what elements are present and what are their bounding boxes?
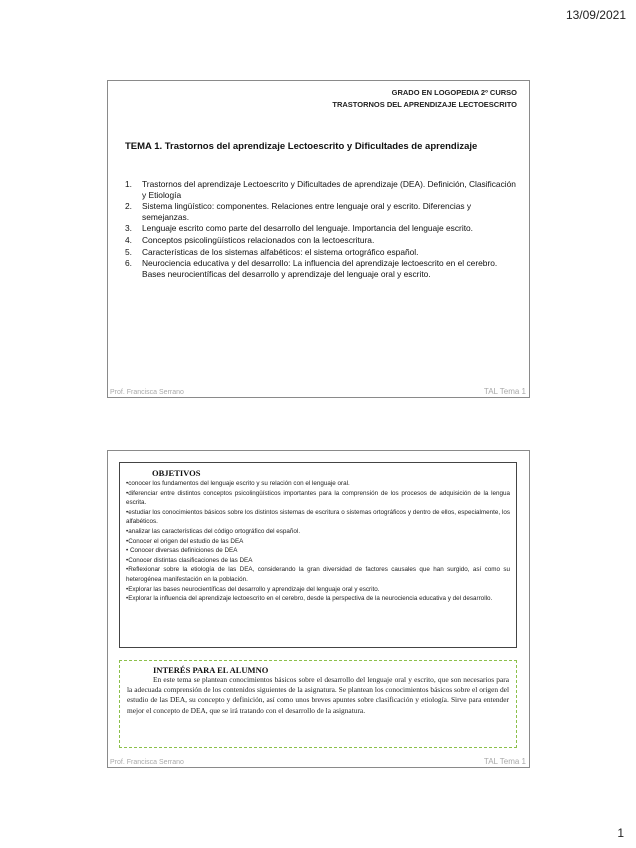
topic-item (125, 247, 520, 258)
topic-number: 1. (125, 179, 132, 189)
topic-item (125, 258, 520, 279)
objective-item: •Explorar la influencia del aprendizaje lectoescrito en el cerebro, desde la perspectiva de la neurociencia educativa y del desarrollo. (126, 595, 493, 603)
slide-1-label: TAL Tema 1 (483, 387, 526, 396)
topic-text: Sistema lingüístico: componentes. Relaciones entre lenguaje oral y escrito. Diferencias y semejanzas. (142, 201, 472, 222)
topic-text: Neurociencia educativa y del desarrollo: La influencia del aprendizaje lectoescrito en el cerebro. Bases neurocientíficas del desarrollo y aprendizaje del lenguaje oral y escrito. (142, 258, 498, 279)
objectives-title: OBJETIVOS (152, 468, 201, 478)
objective-item: •Explorar las bases neurocientíficas del desarrollo y aprendizaje del lenguaje oral y escrito. (126, 585, 380, 593)
topic-item (125, 235, 520, 246)
objective-item: •conocer los fundamentos del lenguaje escrito y su relación con el lenguaje oral. (126, 480, 350, 487)
topic-item (125, 201, 520, 222)
slide-2-label: TAL Tema 1 (483, 757, 526, 766)
topic-number: 6. (125, 258, 132, 269)
objective-item: •Conocer el origen del estudio de las DEA (126, 537, 244, 545)
topic-text: Lenguaje escrito como parte del desarrollo del lenguaje. Importancia del lenguaje escrito. (142, 223, 474, 234)
objective-item: •analizar las características del código ortográfico del español. (126, 527, 301, 535)
slide-1-header (332, 87, 517, 111)
print-date: 13/09/2021 (565, 8, 626, 22)
interest-box (119, 660, 517, 748)
topic-number: 2. (125, 201, 132, 212)
objective-item: •Reflexionar sobre la etiología de las DEA, considerando la gran diversidad de factores causales que han surgido, así como su heterogénea manifestación en la población. (126, 566, 510, 583)
topic-list (125, 179, 520, 280)
topic-title: TEMA 1. Trastornos del aprendizaje Lectoescrito y Dificultades de aprendizaje (125, 141, 478, 152)
objective-item: •Conocer distintas clasificaciones de las DEA (126, 556, 253, 564)
objectives-box (119, 462, 517, 648)
slide-2 (107, 450, 530, 768)
objectives-list (126, 479, 510, 604)
topic-text: Conceptos psicolingüísticos relacionados con la lectoescritura. (142, 234, 375, 245)
subject-line: TRASTORNOS DEL APRENDIZAJE LECTOESCRITO (332, 100, 517, 109)
objective-item: • Conocer diversas definiciones de DEA (126, 547, 238, 555)
objective-item: •estudiar los conocimientos básicos sobre los distintos sistemas de escritura o sistemas ortográficos y dentro de ellos, especialmente, los alfabéticos. (126, 508, 510, 526)
topic-text: Trastornos del aprendizaje Lectoescrito y Dificultades de aprendizaje (DEA). Definición, Clasificación y Etiología (142, 179, 516, 200)
course-line: GRADO EN LOGOPEDIA 2º CURSO (391, 88, 517, 97)
objective-item: •diferenciar entre distintos conceptos psicolingüísticos importantes para la comprensión de los procesos de adquisición de la lengua escrita. (126, 489, 510, 507)
topic-number: 4. (125, 234, 132, 245)
topic-item (125, 223, 520, 234)
interest-text: En este tema se plantean conocimientos básicos sobre el desarrollo del lenguaje oral y escrito, que son necesarios para la adecuada comprensión de los contenidos siguientes de la asignatura. Se plantean los conocimientos básicos sobre el origen del estudio de las DEA, su concepto y definición, así como unos breves apuntes sobre clasificación y etiología. Sirve para entender mejor el concepto de DEA, que se irá tratando con el desarrollo de la asignatura. (127, 675, 509, 715)
slide-2-author: Prof. Francisca Serrano (110, 759, 184, 766)
slide-1 (107, 80, 530, 398)
topic-item (125, 179, 520, 200)
topic-number: 3. (125, 223, 132, 234)
slide-1-author: Prof. Francisca Serrano (110, 389, 184, 396)
interest-title: INTERÉS PARA EL ALUMNO (153, 665, 269, 675)
page-number: 1 (617, 826, 624, 840)
topic-number: 5. (125, 246, 132, 257)
topic-text: Características de los sistemas alfabéticos: el sistema ortográfico español. (142, 246, 419, 257)
